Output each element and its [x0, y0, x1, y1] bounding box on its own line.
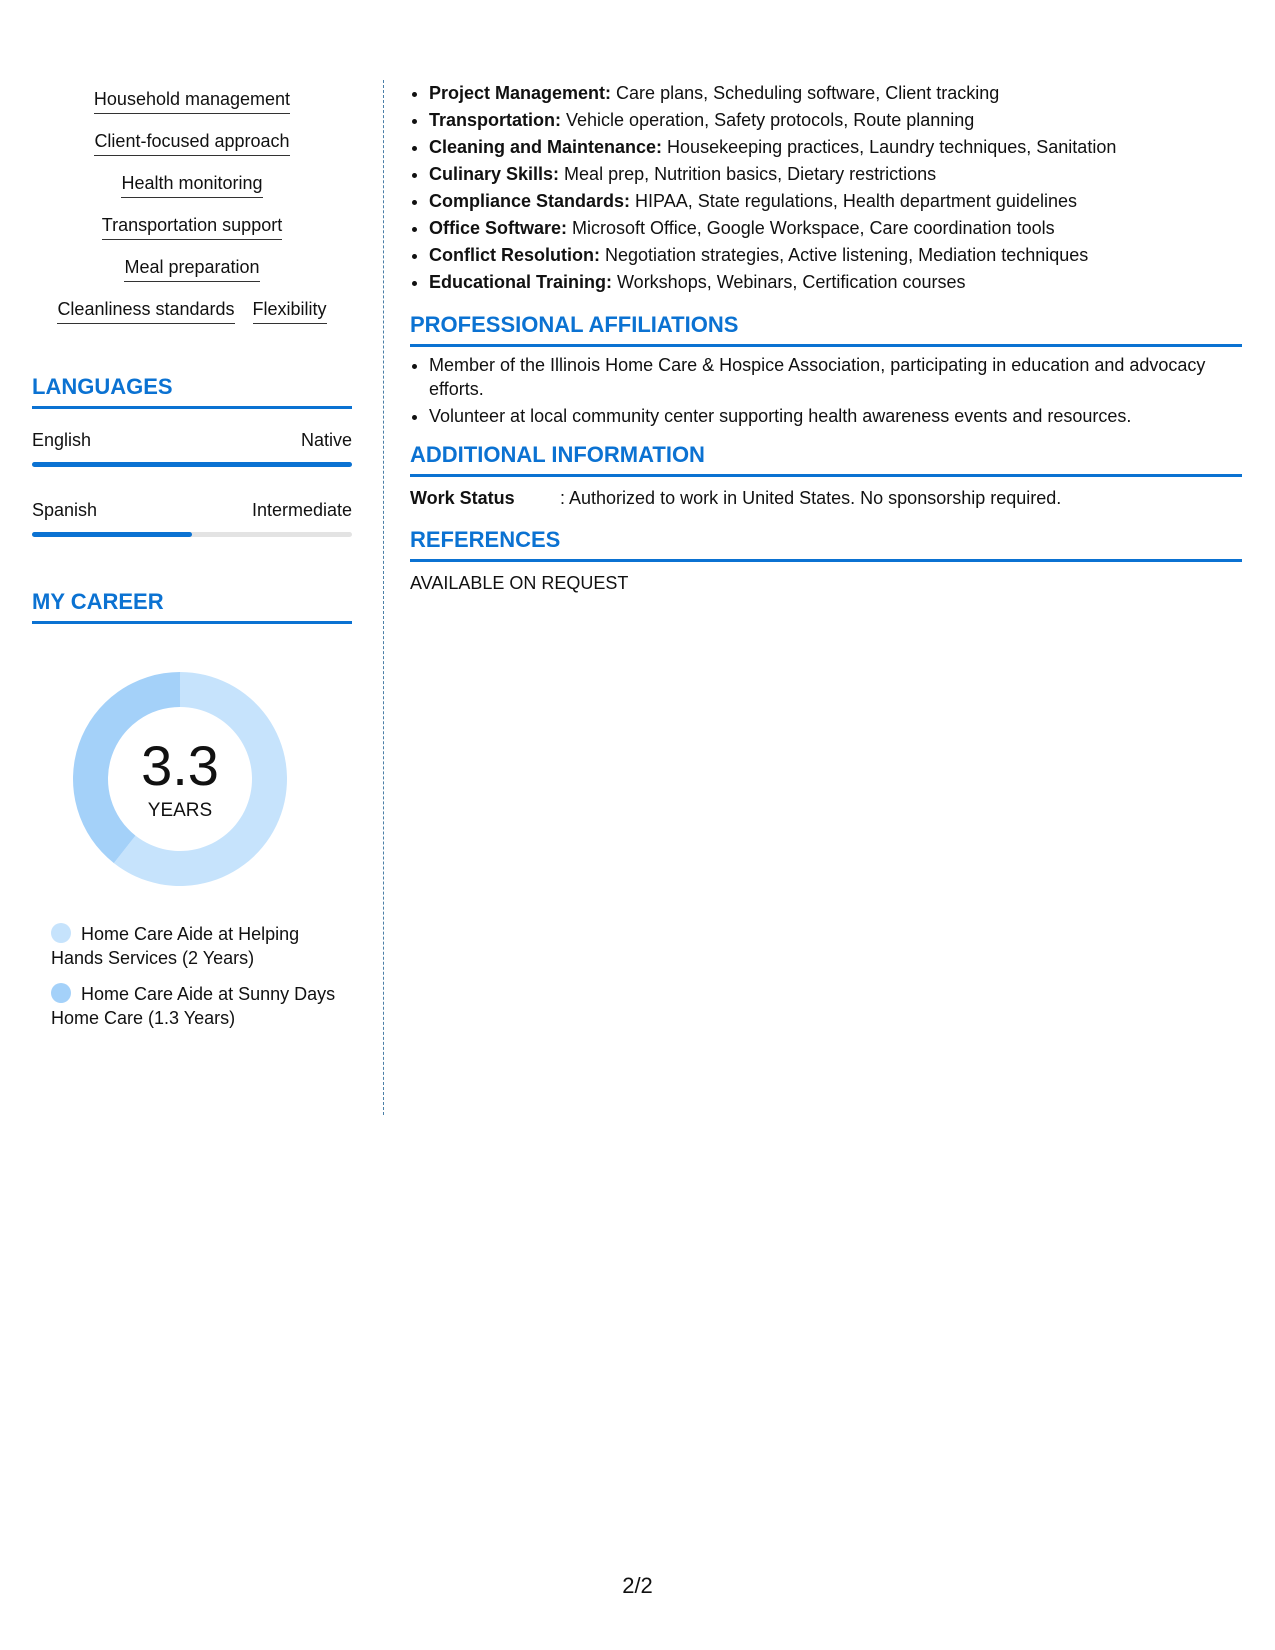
legend-dot: [51, 983, 71, 1003]
skill-item: [429, 80, 1242, 107]
affiliations-title: PROFESSIONAL AFFILIATIONS: [410, 312, 1242, 347]
skill-tag: Transportation support: [102, 214, 282, 240]
skill-tag: Cleanliness standards: [57, 298, 234, 324]
skill-tag: Client-focused approach: [94, 130, 289, 156]
skill-label: Office Software:: [429, 218, 568, 238]
skill-item: [429, 188, 1242, 215]
skill-label: Conflict Resolution:: [429, 245, 600, 265]
career-unit: YEARS: [147, 800, 213, 821]
references-text: AVAILABLE ON REQUEST: [410, 573, 629, 593]
language-bar-fill: [32, 532, 192, 537]
skill-item: [429, 269, 1242, 296]
work-status-row: [410, 487, 1242, 509]
affiliations-list: [410, 353, 1242, 428]
language-name: English: [32, 430, 92, 450]
language-row: [32, 499, 352, 521]
skill-label: Educational Training:: [429, 272, 613, 292]
language-level: Intermediate: [251, 500, 352, 520]
references-title: REFERENCES: [410, 527, 1242, 562]
affiliations-section: [410, 312, 1242, 428]
page-number: 2/2: [622, 1573, 653, 1598]
career-section: [32, 589, 352, 1030]
skill-item: [429, 134, 1242, 161]
skill-text: Negotiation strategies, Active listening, Mediation techniques: [599, 245, 1089, 265]
legend-item: [51, 922, 341, 970]
language-level: Native: [300, 430, 352, 450]
career-donut-chart: [65, 664, 295, 894]
skill-item: [429, 242, 1242, 269]
skill-tag: Household management: [94, 88, 290, 114]
skill-item: [429, 107, 1242, 134]
legend-item: [51, 982, 341, 1030]
legend-label: Home Care Aide at Sunny Days Home Care (1.3 Years): [51, 984, 336, 1028]
language-row: [32, 429, 352, 451]
skill-text: Workshops, Webinars, Certification courses: [612, 272, 966, 292]
skill-label: Transportation:: [429, 110, 562, 130]
career-legend: [51, 922, 341, 1030]
skill-label: Culinary Skills:: [429, 164, 560, 184]
column-divider: [383, 80, 384, 1115]
language-item: [32, 499, 352, 537]
language-name: Spanish: [32, 500, 98, 520]
additional-info-title: ADDITIONAL INFORMATION: [410, 442, 1242, 477]
donut-center: [65, 664, 295, 894]
skill-tag: Flexibility: [253, 298, 327, 324]
affiliation-item: • Member of the Illinois Home Care & Hospice Association, participating in education and advocacy efforts.: [429, 353, 1242, 401]
skill-text: Vehicle operation, Safety protocols, Route planning: [561, 110, 975, 130]
left-column: [32, 80, 352, 1115]
skill-tag: Health monitoring: [121, 172, 262, 198]
additional-info-section: [410, 442, 1242, 509]
languages-title: LANGUAGES: [32, 374, 352, 409]
career-total: 3.3: [141, 734, 219, 797]
skill-label: Compliance Standards:: [429, 191, 631, 211]
skill-text: Microsoft Office, Google Workspace, Care coordination tools: [567, 218, 1055, 238]
skill-text: Meal prep, Nutrition basics, Dietary restrictions: [559, 164, 937, 184]
legend-dot: [51, 923, 71, 943]
legend-label: Home Care Aide at Helping Hands Services (2 Years): [51, 924, 300, 968]
skill-item: [429, 161, 1242, 188]
technical-skills-list: [410, 80, 1242, 296]
skill-label: Cleaning and Maintenance:: [429, 137, 663, 157]
skill-label: Project Management:: [429, 83, 612, 103]
skill-tag: Meal preparation: [124, 256, 259, 282]
work-status-key: Work Status: [410, 488, 515, 508]
language-item: [32, 429, 352, 467]
affiliation-item: • Volunteer at local community center supporting health awareness events and resources.: [429, 404, 1242, 428]
career-title: MY CAREER: [32, 589, 352, 624]
skill-text: Housekeeping practices, Laundry techniques, Sanitation: [662, 137, 1117, 157]
skill-tags: [32, 88, 352, 324]
skill-text: HIPAA, State regulations, Health department guidelines: [630, 191, 1077, 211]
skill-text: Care plans, Scheduling software, Client tracking: [611, 83, 1000, 103]
language-bar: [32, 532, 352, 537]
language-bar: [32, 462, 352, 467]
skill-item: [429, 215, 1242, 242]
languages-list: [32, 429, 352, 537]
languages-section: [32, 374, 352, 537]
work-status-value: : Authorized to work in United States. No sponsorship required.: [560, 488, 1062, 508]
language-bar-fill: [32, 462, 352, 467]
references-section: [410, 527, 1242, 594]
right-column: [410, 80, 1242, 594]
